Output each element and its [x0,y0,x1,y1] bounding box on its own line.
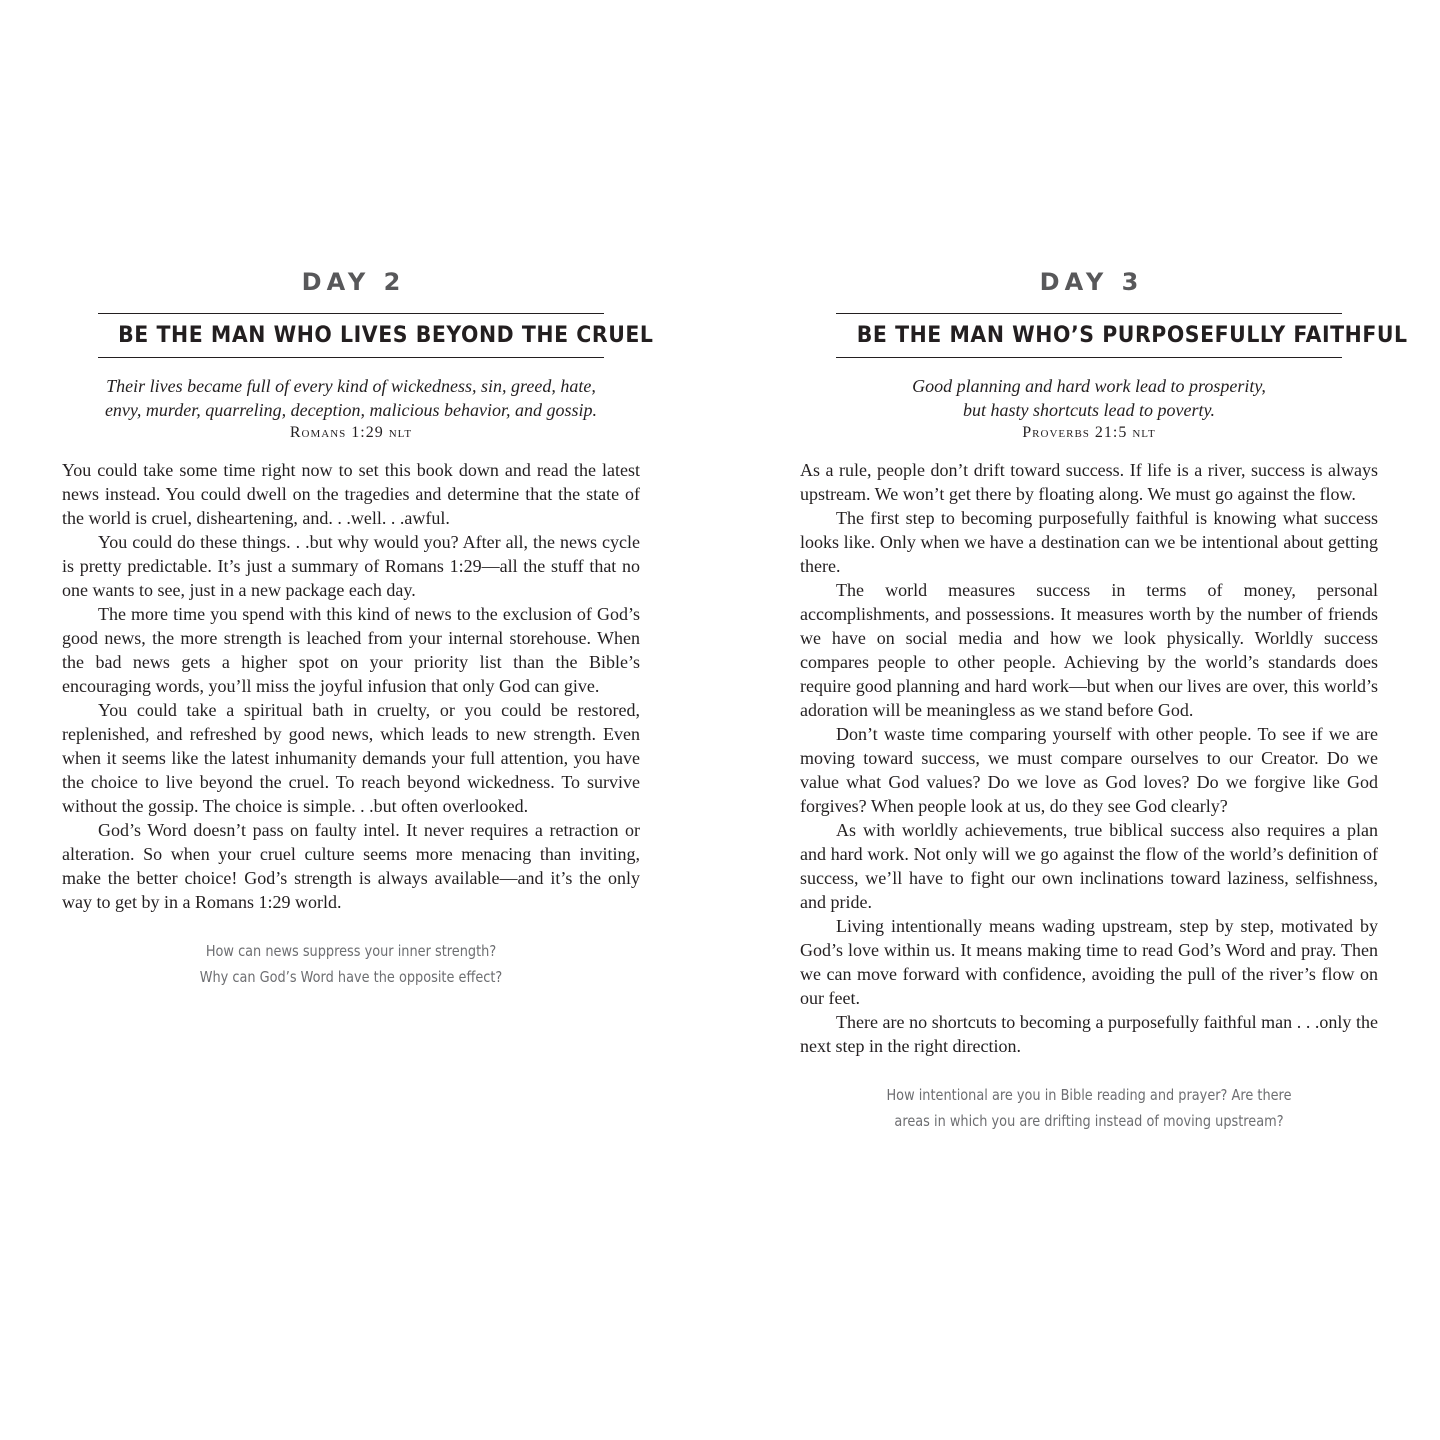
body-paragraph: The more time you spend with this kind of news to the exclusion of God’s good news, the more strength is leached from your internal storehouse. When the bad news gets a higher spot on your priority list than the Bible’s encouraging words, you’ll miss the joyful infusion that only God can give. [62,604,640,696]
body-paragraph: The first step to becoming purposefully faithful is knowing what success looks like. Only when we have a destination can we be intentional about getting there. [800,508,1378,576]
body-paragraph: As a rule, people don’t drift toward success. If life is a river, success is always upstream. We won’t get there by floating along. We must go against the flow. [800,460,1378,504]
scripture-line: Their lives became full of every kind of wickedness, sin, greed, hate, [106,376,596,396]
question-line: How can news suppress your inner strength? [205,942,497,960]
body-paragraph: There are no shortcuts to becoming a purposefully faithful man . . .only the next step in the right direction. [800,1012,1378,1056]
reflection-question [62,938,640,990]
question-line: areas in which you are drifting instead of moving upstream? [894,1112,1284,1130]
body-paragraph: Don’t waste time comparing yourself with other people. To see if we are moving toward success, we must compare ourselves to our Creator. Do we value what God values? Do we love as God loves? Do we forgive like God forgives? When people look at us, do they see God clearly? [800,724,1378,816]
devotion-title: BE THE MAN WHO’S PURPOSEFULLY FAITHFUL [856,323,1408,348]
reflection-question [800,1082,1378,1134]
scripture-line: but hasty shortcuts lead to poverty. [963,400,1215,420]
scripture-line: Good planning and hard work lead to prosperity, [912,376,1266,396]
devotion-title-box [836,313,1408,358]
scripture-line: envy, murder, quarreling, deception, malicious behavior, and gossip. [104,400,598,420]
body-paragraph: You could do these things. . .but why would you? After all, the news cycle is pretty predictable. It’s just a summary of Romans 1:29—all the stuff that no one wants to see, just in a new package each day. [62,532,640,600]
day-label: DAY 3 [1039,268,1144,296]
question-line: How intentional are you in Bible reading and prayer? Are there [886,1086,1292,1104]
scripture-reference: Proverbs 21:5 nlt [1022,424,1156,441]
body-paragraph: You could take some time right now to set this book down and read the latest news instead. You could dwell on the tragedies and determine that the state of the world is cruel, disheartening, and. . .well. . .awful. [62,460,640,528]
devotion-body [800,458,1378,1058]
question-line: Why can God’s Word have the opposite effect? [199,968,503,986]
devotion-title: BE THE MAN WHO LIVES BEYOND THE CRUEL [118,323,654,348]
scripture-quote [800,374,1378,422]
left-page [62,262,654,990]
scripture-reference: Romans 1:29 nlt [289,424,413,441]
body-paragraph: The world measures success in terms of money, personal accomplishments, and possessions. It measures worth by the number of friends we have on social media and how we look physically. Worldly success compares people to other people. Achieving by the world’s standards does require good planning and hard work—but when our lives are over, this world’s adoration will be meaningless as we stand before God. [800,580,1378,720]
right-page [800,262,1408,1134]
body-paragraph: You could take a spiritual bath in cruelty, or you could be restored, replenished, and refreshed by good news, which leads to new strength. Even when it seems like the latest inhumanity demands your full attention, you have the choice to live beyond the cruel. To reach beyond wickedness. To survive without the gossip. The choice is simple. . .but often overlooked. [62,700,640,816]
body-paragraph: As with worldly achievements, true biblical success also requires a plan and hard work. Not only will we go against the flow of the world’s definition of success, we’ll have to fight our own inclinations toward laziness, selfishness, and pride. [800,820,1378,912]
devotion-title-box [98,313,654,358]
devotion-body [62,458,640,914]
day-label: DAY 2 [301,268,406,296]
scripture-quote [62,374,640,422]
body-paragraph: Living intentionally means wading upstream, step by step, motivated by God’s love within us. It means making time to read God’s Word and pray. Then we can move forward with confidence, avoiding the pull of the river’s flow on our feet. [800,916,1378,1008]
body-paragraph: God’s Word doesn’t pass on faulty intel. It never requires a retraction or alteration. So when your cruel culture seems more menacing than inviting, make the better choice! God’s strength is always available—and it’s the only way to get by in a Romans 1:29 world. [62,820,640,912]
